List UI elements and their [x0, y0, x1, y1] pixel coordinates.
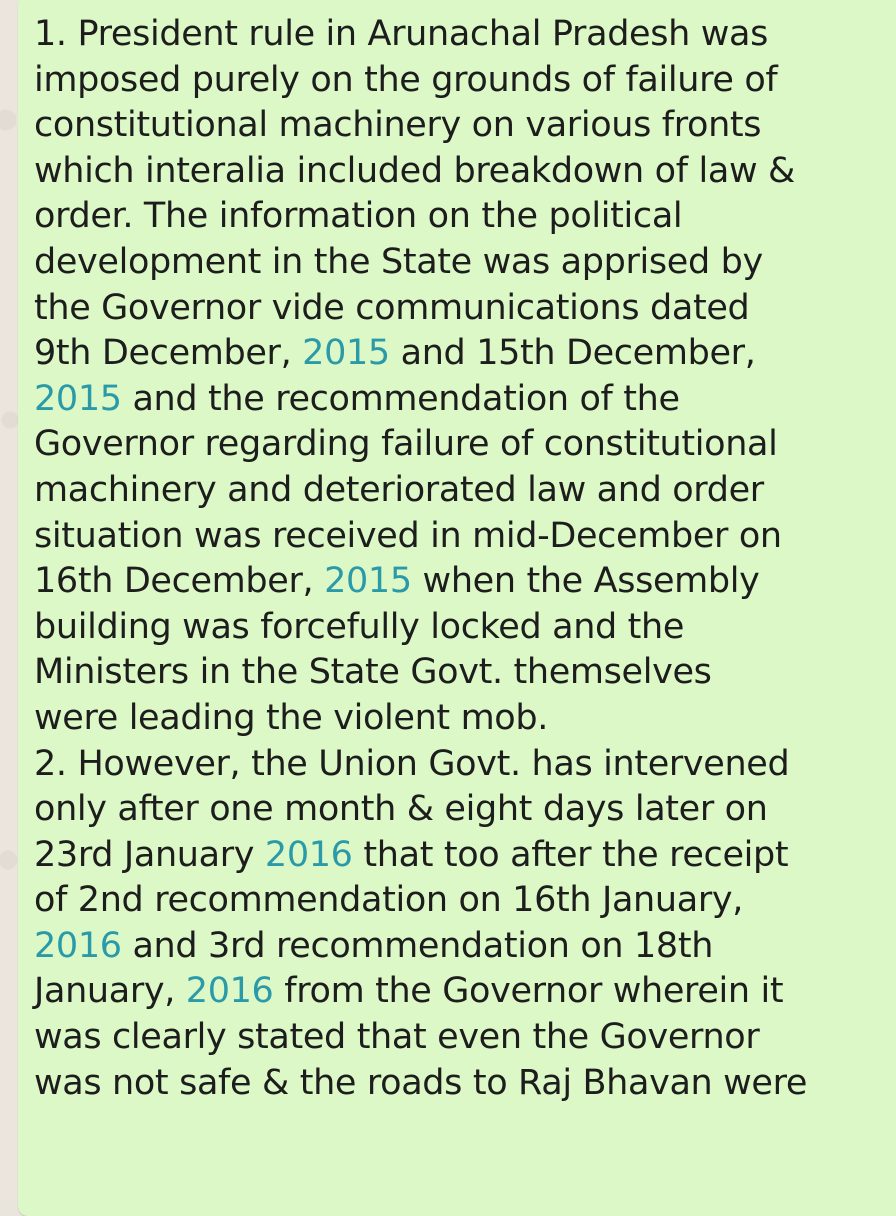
year-link[interactable]: 2015 — [302, 333, 390, 374]
message-text-segment: from the Governor wherein it was clearly stated that even the Governor was not safe & the roads to Raj Bhavan were — [34, 971, 808, 1103]
message-bubble[interactable] — [18, 0, 896, 1216]
message-text — [34, 12, 896, 1106]
message-text-segment: and the recommendation of the Governor regarding failure of constitutional machinery and deteriorated law and order situation was received in mid-December on 16th December, — [34, 378, 782, 602]
message-text-segment: 1. President rule in Arunachal Pradesh was imposed purely on the grounds of failure of constitutional machinery on various fronts which interalia included breakdown of law & order. The information on the political development in the State was apprised by the Governor vide communications dated 9th December, — [34, 14, 795, 374]
message-text-segment: and 15th December, — [400, 333, 756, 374]
message-text-segment: and 3rd recommendation on 18th January, — [34, 925, 714, 1012]
year-link[interactable]: 2015 — [34, 378, 122, 419]
year-link[interactable]: 2016 — [185, 971, 274, 1012]
message-text-segment: when the Assembly building was forcefully locked and the Ministers in the State Govt. themselves were leading the violent mob. 2. However, the Union Govt. has intervened only after one month & eight days later on 23rd January — [34, 561, 790, 875]
year-link[interactable]: 2016 — [34, 925, 122, 966]
year-link[interactable]: 2016 — [264, 834, 353, 875]
message-text-segment: that too after the receipt of 2nd recommendation on 16th January, — [34, 834, 789, 921]
year-link[interactable]: 2015 — [324, 561, 412, 602]
